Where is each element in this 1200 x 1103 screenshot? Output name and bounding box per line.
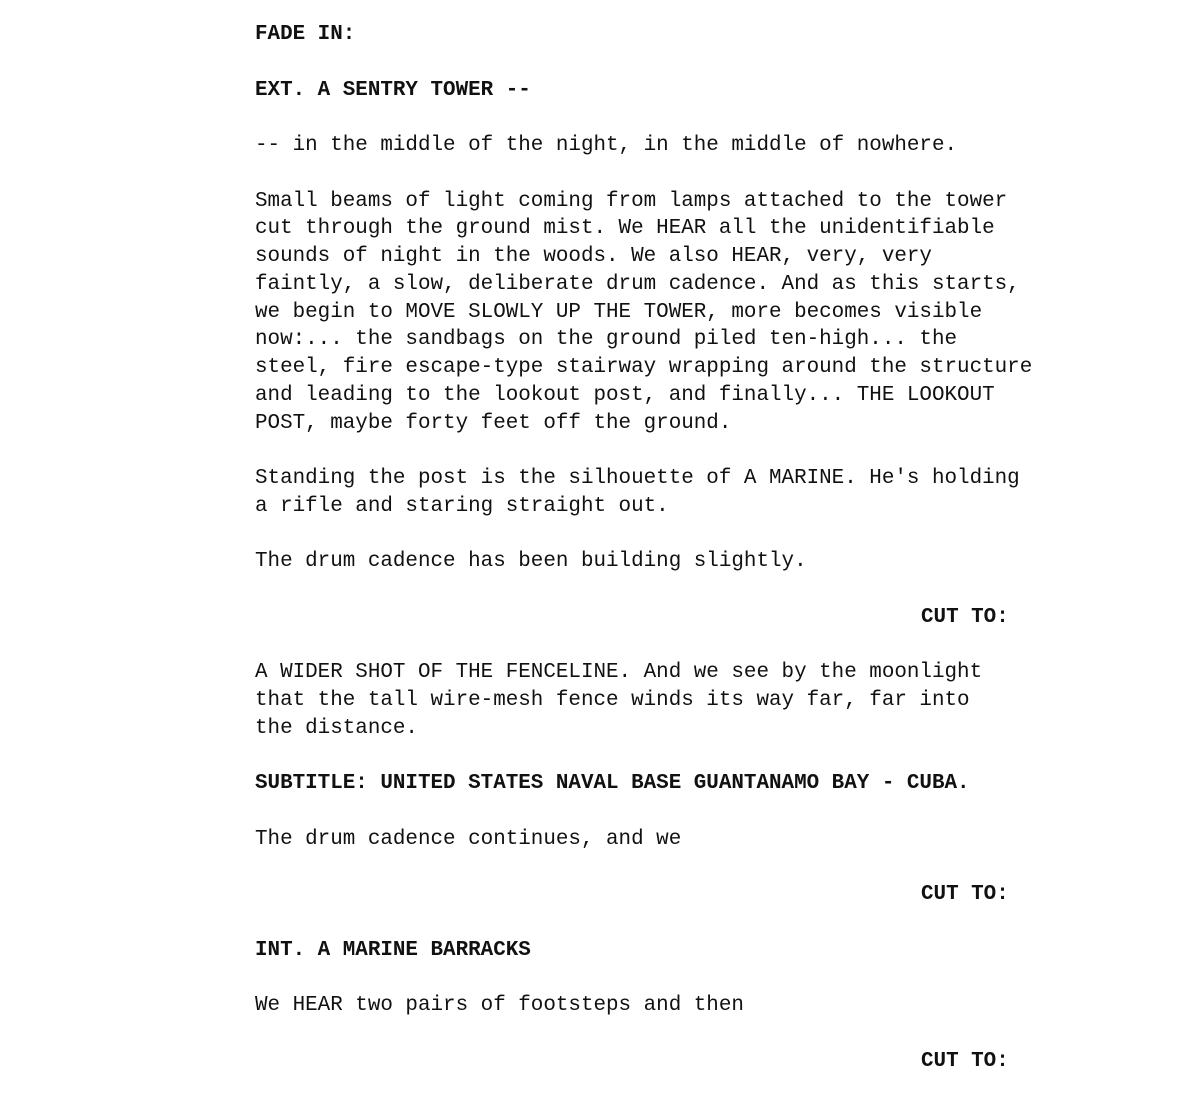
scene-heading: [255, 770, 1055, 798]
script-line: -- in the middle of the night, in the middle of nowhere.: [255, 134, 958, 157]
action-paragraph: [255, 992, 1055, 1020]
script-line: sounds of night in the woods. We also HEAR, very, very: [255, 245, 932, 268]
script-line: POST, maybe forty feet off the ground.: [255, 411, 732, 435]
action-paragraph: [255, 132, 1055, 160]
script-line: The drum cadence has been building slightly.: [255, 550, 807, 574]
fade-in: [255, 21, 1055, 49]
script-line: faintly, a slow, deliberate drum cadence. And as this starts,: [255, 272, 1020, 296]
script-line: now:... the sandbags on the ground piled ten-high... the: [255, 328, 958, 352]
transition: [255, 881, 1055, 909]
script-line: CUT TO:: [921, 605, 1009, 629]
action-paragraph: [255, 548, 1055, 576]
scene-heading: [255, 77, 1055, 105]
script-line: FADE IN:: [255, 23, 356, 46]
action-paragraph: [255, 465, 1055, 521]
script-line: SUBTITLE: UNITED STATES NAVAL BASE GUANTANAMO BAY - CUBA.: [255, 772, 970, 796]
action-paragraph: [255, 826, 1055, 854]
script-line: EXT. A SENTRY TOWER --: [255, 78, 531, 102]
script-line: A WIDER SHOT OF THE FENCELINE. And we see by the moonlight: [255, 661, 983, 685]
script-line: and leading to the lookout post, and finally... THE LOOKOUT: [255, 383, 995, 407]
script-line: Small beams of light coming from lamps attached to the tower: [255, 189, 1008, 213]
scene-heading: [255, 937, 1055, 965]
script-line: steel, fire escape-type stairway wrapping around the structure: [255, 356, 1033, 379]
script-line: The drum cadence continues, and we: [255, 827, 682, 851]
script-line: that the tall wire-mesh fence winds its way far, far into: [255, 689, 970, 712]
screenplay-page: [255, 21, 1055, 1103]
action-paragraph: [255, 659, 1055, 742]
script-line: INT. A MARINE BARRACKS: [255, 938, 531, 962]
script-line: CUT TO:: [921, 1049, 1009, 1073]
transition: [255, 604, 1055, 632]
action-paragraph: [255, 188, 1055, 438]
transition: [255, 1048, 1055, 1076]
script-line: the distance.: [255, 716, 418, 740]
script-line: We HEAR two pairs of footsteps and then: [255, 994, 744, 1018]
script-line: Standing the post is the silhouette of A MARINE. He's holding: [255, 467, 1020, 490]
script-line: a rifle and staring straight out.: [255, 494, 669, 518]
script-line: cut through the ground mist. We HEAR all the unidentifiable: [255, 217, 995, 241]
script-line: we begin to MOVE SLOWLY UP THE TOWER, more becomes visible: [255, 300, 983, 324]
script-line: CUT TO:: [921, 883, 1009, 907]
